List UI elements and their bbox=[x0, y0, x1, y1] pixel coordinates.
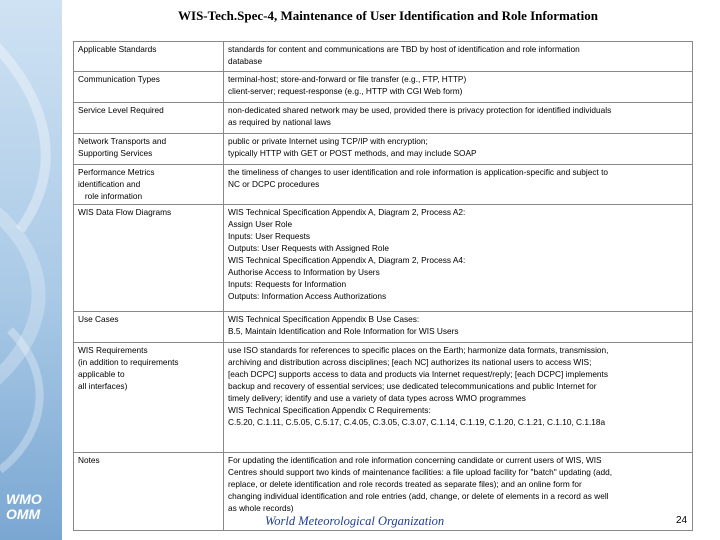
row-label-line: role information bbox=[78, 191, 143, 201]
row-content-line: backup and recovery of essential services; use dedicated telecommunications and public Internet for bbox=[228, 381, 597, 391]
row-content-line: Authorise Access to Information by Users bbox=[228, 267, 380, 277]
row-content-line: Outputs: User Requests with Assigned Role bbox=[228, 243, 389, 253]
row-label-line: (in addition to requirements bbox=[78, 357, 179, 367]
row-content-line: database bbox=[228, 56, 263, 66]
row-label-line: Use Cases bbox=[78, 314, 119, 324]
row-content-line: as whole records) bbox=[228, 503, 294, 513]
row-content-line: Assign User Role bbox=[228, 219, 293, 229]
page-title: WIS-Tech.Spec-4, Maintenance of User Identification and Role Information bbox=[178, 8, 598, 23]
row-content bbox=[224, 205, 693, 312]
row-content-line: replace, or delete identification and role records treated as separate files); and an online form for bbox=[228, 479, 582, 489]
row-content-line: WIS Technical Specification Appendix A, Diagram 2, Process A2: bbox=[228, 207, 466, 217]
sidebar-decoration bbox=[0, 0, 62, 540]
row-content bbox=[224, 343, 693, 453]
row-content-line: WIS Technical Specification Appendix B Use Cases: bbox=[228, 314, 420, 324]
footer-organization: World Meteorological Organization bbox=[265, 514, 445, 528]
logo-line-1: WMO bbox=[6, 491, 42, 507]
row-content-line: timely delivery; identify and use a variety of data types across WMO programmes bbox=[228, 393, 526, 403]
page-number: 24 bbox=[676, 515, 688, 526]
row-label-line: Service Level Required bbox=[78, 105, 164, 115]
row-label-line: applicable to bbox=[78, 369, 125, 379]
table-row bbox=[74, 42, 693, 72]
row-content-line: WIS Technical Specification Appendix A, Diagram 2, Process A4: bbox=[228, 255, 466, 265]
row-content-line: WIS Technical Specification Appendix C Requirements: bbox=[228, 405, 431, 415]
spec-table bbox=[73, 41, 693, 531]
row-content-line: non-dedicated shared network may be used, provided there is privacy protection for identified individuals bbox=[228, 105, 612, 115]
row-content-line: B.5, Maintain Identification and Role Information for WIS Users bbox=[228, 326, 459, 336]
logo-line-2: OMM bbox=[6, 506, 41, 522]
row-content-line: C.5.20, C.1.11, C.5.05, C.5.17, C.4.05, C.3.05, C.3.07, C.1.14, C.1.19, C.1.20, C.1.21, C.1.10, C.1.18a bbox=[228, 417, 606, 427]
row-label-line: Communication Types bbox=[78, 74, 160, 84]
row-content-line: Inputs: Requests for Information bbox=[228, 279, 347, 289]
row-label bbox=[74, 312, 224, 343]
row-label bbox=[74, 453, 224, 531]
wmo-logo bbox=[6, 492, 42, 522]
row-content-line: public or private Internet using TCP/IP with encryption; bbox=[228, 136, 428, 146]
row-content bbox=[224, 312, 693, 343]
row-label-line: Notes bbox=[78, 455, 100, 465]
row-label bbox=[74, 103, 224, 134]
row-label-line: Performance Metrics bbox=[78, 167, 155, 177]
row-label-line: identification and bbox=[78, 179, 141, 189]
row-content-line: as required by national laws bbox=[228, 117, 331, 127]
row-content-line: use ISO standards for references to specific places on the Earth; harmonize data formats, transmission, bbox=[228, 345, 609, 355]
row-label-line: WIS Data Flow Diagrams bbox=[78, 207, 172, 217]
table-row bbox=[74, 205, 693, 312]
row-content-line: standards for content and communications are TBD by host of identification and role information bbox=[228, 44, 580, 54]
row-content-line: Inputs: User Requests bbox=[228, 231, 311, 241]
row-content bbox=[224, 165, 693, 205]
row-label-line: Applicable Standards bbox=[78, 44, 157, 54]
row-content-line: Outputs: Information Access Authorizations bbox=[228, 291, 387, 301]
row-content-line: client-server; request-response (e.g., HTTP with CGI Web form) bbox=[228, 86, 463, 96]
row-content-line: archiving and distribution across disciplines; [each NC] authorizes its national users to access WIS; bbox=[228, 357, 592, 367]
row-content-line: NC or DCPC procedures bbox=[228, 179, 320, 189]
row-content-line: terminal-host; store-and-forward or file transfer (e.g., FTP, HTTP) bbox=[228, 74, 467, 84]
table-row bbox=[74, 343, 693, 453]
row-label bbox=[74, 343, 224, 453]
row-label-line: Network Transports and bbox=[78, 136, 167, 146]
row-label-line: Supporting Services bbox=[78, 148, 153, 158]
table-row bbox=[74, 103, 693, 134]
row-content-line: Centres should support two kinds of maintenance facilities: a file upload facility for "batch" updating (add, bbox=[228, 467, 613, 477]
table-row bbox=[74, 312, 693, 343]
row-content bbox=[224, 42, 693, 72]
decorative-swirl bbox=[0, 0, 62, 540]
row-content bbox=[224, 134, 693, 165]
row-content-line: the timeliness of changes to user identification and role information is application-specific and subject to bbox=[228, 167, 609, 177]
row-label-line: WIS Requirements bbox=[78, 345, 148, 355]
row-label bbox=[74, 72, 224, 103]
row-content-line: For updating the identification and role information concerning candidate or current users of WIS, WIS bbox=[228, 455, 602, 465]
row-label bbox=[74, 205, 224, 312]
row-content bbox=[224, 72, 693, 103]
row-content-line: changing individual identification and role entries (add, change, or delete of elements in a record as well bbox=[228, 491, 609, 501]
row-label bbox=[74, 134, 224, 165]
row-content-line: [each DCPC] supports access to data and products via Internet request/reply; [each DCPC] implements bbox=[228, 369, 608, 379]
row-label-line: all interfaces) bbox=[78, 381, 128, 391]
table-row bbox=[74, 165, 693, 205]
table-row bbox=[74, 134, 693, 165]
row-label bbox=[74, 165, 224, 205]
table-row bbox=[74, 72, 693, 103]
row-label bbox=[74, 42, 224, 72]
row-content-line: typically HTTP with GET or POST methods, and may include SOAP bbox=[228, 148, 477, 158]
row-content bbox=[224, 103, 693, 134]
